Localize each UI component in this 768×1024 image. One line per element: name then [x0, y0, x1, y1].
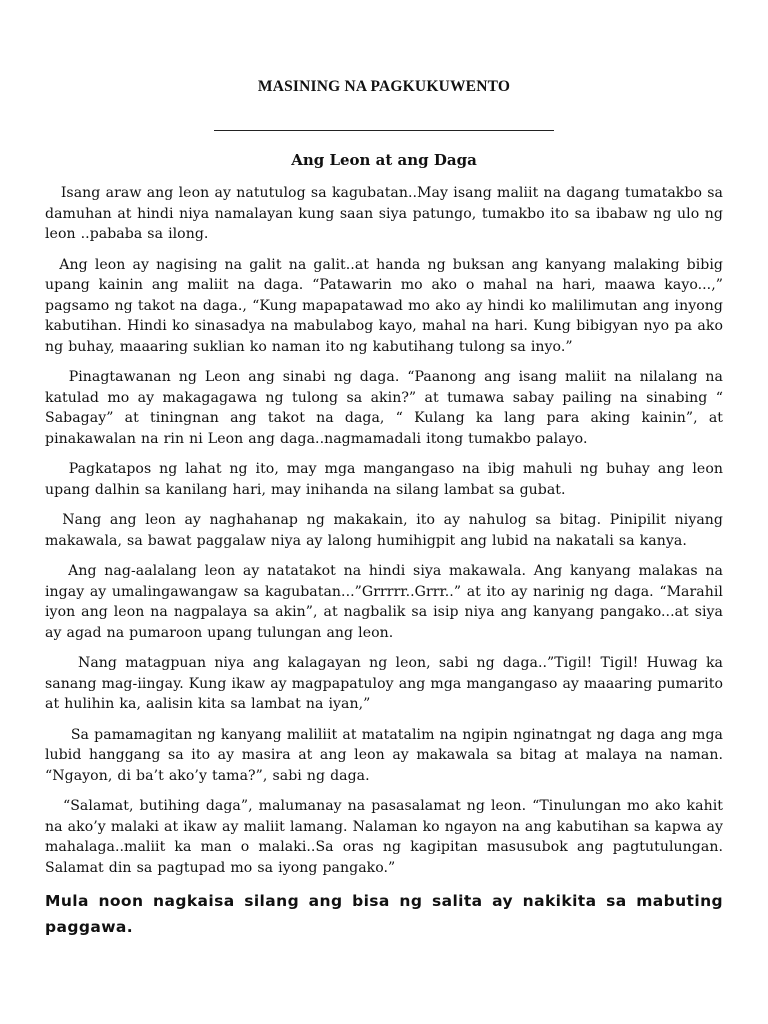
- closing-moral: Mula noon nagkaisa silang ang bisa ng salita ay nakikita sa mabuting paggawa.: [45, 892, 723, 936]
- title-divider: [214, 130, 554, 131]
- story-paragraph-4: Pagkatapos ng lahat ng ito, may mga mangangaso na ibig mahuli ng buhay ang leon upang dalhin sa kanilang hari, may inihanda na silang lambat sa gubat.: [45, 461, 729, 498]
- story-title: Ang Leon at ang Daga: [291, 151, 477, 169]
- story-paragraph-5: Nang ang leon ay naghahanap ng makakain, ito ay nahulog sa bitag. Pinipilit niyang makawala, sa bawat paggalaw niya ay lalong humihigpit ang lubid na nakatali sa kanya.: [45, 512, 729, 549]
- document-heading: MASINING NA PAGKUKUWENTO: [257, 78, 511, 95]
- story-body: [45, 183, 729, 940]
- story-paragraph-7: Nang matagpuan niya ang kalagayan ng leon, sabi ng daga..”Tigil! Tigil! Huwag ka sanang mag-iingay. Kung ikaw ay magpapatuloy ang mga mangangaso ay maaaring pumarito at hulihin ka, aalisin kita sa lambat na iyan,”: [45, 655, 729, 712]
- story-paragraph-3: Pinagtawanan ng Leon ang sinabi ng daga. “Paanong ang isang maliit na nilalang na katulad mo ay makagagawa ng tulong sa akin?” at tumawa sabay pailing na sinabing “ Sabagay” at tiningnan ang takot na daga, “ Kulang ka lang para aking kainin”, at pinakawalan na rin ni Leon ang daga..nagmamadali itong tumakbo palayo.: [45, 369, 729, 447]
- story-paragraph-1: Isang araw ang leon ay natutulog sa kagubatan..May isang maliit na dagang tumatakbo sa damuhan at hindi niya namalayan kung saan siya patungo, tumakbo ito sa ibabaw ng ulo ng leon ..pababa sa ilong.: [45, 185, 729, 242]
- story-paragraph-9: “Salamat, butihing daga”, malumanay na pasasalamat ng leon. “Tinulungan mo ako kahit na ako’y malaki at ikaw ay maliit lamang. Nalaman ko ngayon na ang kabutihan sa kapwa ay mahalaga..maliit ka man o malaki..Sa oras ng kagipitan masusubok ang pagtutulungan. Salamat din sa pagtupad mo sa iyong pangako.”: [45, 798, 729, 876]
- story-paragraph-2: Ang leon ay nagising na galit na galit..at handa ng buksan ang kanyang malaking bibig upang kainin ang maliit na daga. “Patawarin mo ako o mahal na hari, maawa kayo...,” pagsamo ng takot na daga., “Kung mapapatawad mo ako ay hindi ko malilimutan ang inyong kabutihan. Hindi ko sinasadya na mabulabog kayo, mahal na hari. Kung bibigyan nyo pa ako ng buhay, maaaring suklian ko naman ito ng kabutihang tulong sa inyo.”: [45, 256, 729, 355]
- story-paragraph-6: Ang nag-aalalang leon ay natatakot na hindi siya makawala. Ang kanyang malakas na ingay ay umalingawangaw sa kagubatan...”Grrrrr..Grrr..” at ito ay narinig ng daga. “Marahil iyon ang leon na nagpalaya sa akin”, at nagbalik sa isip niya ang kanyang pangako...at siya ay agad na pumaroon upang tulungan ang leon.: [45, 563, 729, 641]
- story-paragraph-8: Sa pamamagitan ng kanyang maliliit at matatalim na ngipin nginatngat ng daga ang mga lubid hanggang sa ito ay masira at ang leon ay makawala sa bitag at malaya na naman. “Ngayon, di ba’t ako’y tama?”, sabi ng daga.: [45, 726, 729, 784]
